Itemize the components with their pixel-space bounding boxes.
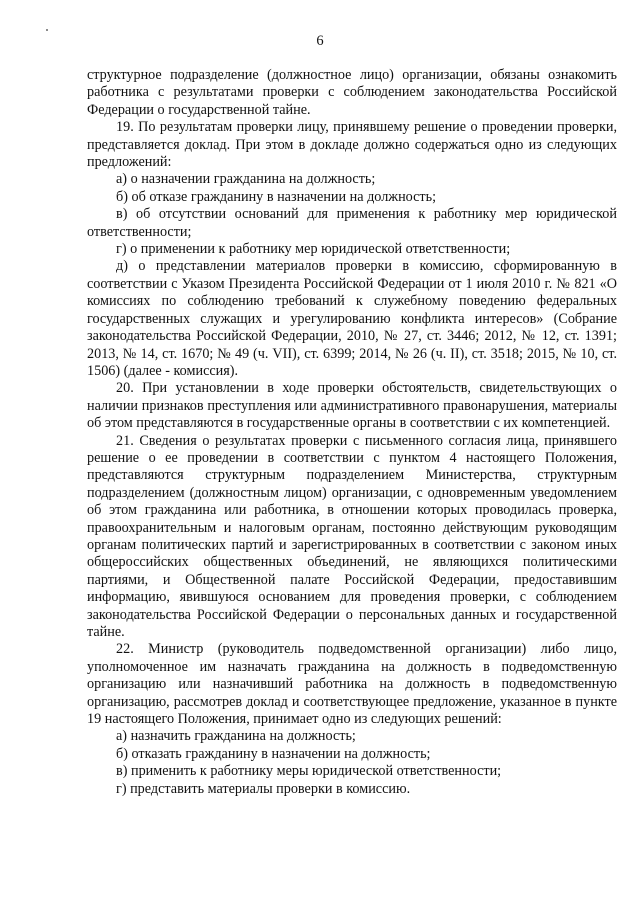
document-body [87, 67, 617, 798]
list-item: г) о применении к работнику мер юридической ответственности; [116, 241, 511, 258]
paragraph: 21. Сведения о результатах проверки с письменного согласия лица, принявшего решение о ее проведении в соответствии с пунктом 4 настоящего Положения, представляются структурным подразделением Министерства, структурным подразделением (должностным лицом) организации, с одновременным уведомлением об этом гражданина или работника, в отношении которых проводилась проверка, правоохранительным и налоговым органам, постоянно действующим руководящим органам политических партий и зарегистрированных в соответствии с законом иных общероссийских общественных объединений, не являющихся политическими партиями, и Общественной палате Российской Федерации, предоставившим информацию, явившуюся основанием для проведения проверки, с соблюдением законодательства Российской Федерации о персональных данных и государственной тайне. [87, 432, 617, 640]
paragraph: 22. Министр (руководитель подведомственной организации) либо лицо, уполномоченное им назначать гражданина на должность в подведомственную организацию или назначивший работника на должность в подведомственную организацию, рассмотрев доклад и соответствующее предложение, указанное в пункте 19 настоящего Положения, принимает одно из следующих решений: [87, 641, 617, 728]
page-number: 6 [316, 33, 324, 49]
list-item: в) применить к работнику меры юридической ответственности; [116, 763, 502, 780]
scan-speck [46, 29, 48, 31]
list-item: г) представить материалы проверки в комиссию. [116, 780, 411, 797]
list-item: а) назначить гражданина на должность; [116, 728, 356, 745]
list-item: б) отказать гражданину в назначении на должность; [116, 745, 431, 762]
paragraph: 20. При установлении в ходе проверки обстоятельств, свидетельствующих о наличии признаков преступления или административного правонарушения, материалы об этом представляются в государственные органы в соответствии с их компетенцией. [87, 380, 617, 432]
list-item: д) о представлении материалов проверки в комиссию, сформированную в соответствии с Указом Президента Российской Федерации от 1 июля 2010 г. № 821 «О комиссиях по соблюдению требований к служебному поведению федеральных государственных служащих и урегулированию конфликта интересов» (Собрание законодательства Российской Федерации, 2010, № 27, ст. 3446; 2012, № 12, ст. 1391; 2013, № 14, ст. 1670; № 49 (ч. VII), ст. 6399; 2014, № 26 (ч. II), ст. 3518; 2015, № 10, ст. 1506) (далее - комиссия). [87, 258, 617, 379]
list-item: а) о назначении гражданина на должность; [116, 171, 376, 188]
list-item: в) об отсутствии оснований для применения к работнику мер юридической ответственности; [87, 206, 617, 240]
paragraph: структурное подразделение (должностное лицо) организации, обязаны ознакомить работника с результатами проверки с соблюдением законодательства Российской Федерации о государственной тайне. [87, 67, 617, 118]
paragraph: 19. По результатам проверки лицу, принявшему решение о проведении проверки, представляется доклад. При этом в докладе должно содержаться одно из следующих предложений: [87, 119, 617, 171]
list-item: б) об отказе гражданину в назначении на должность; [116, 188, 437, 205]
